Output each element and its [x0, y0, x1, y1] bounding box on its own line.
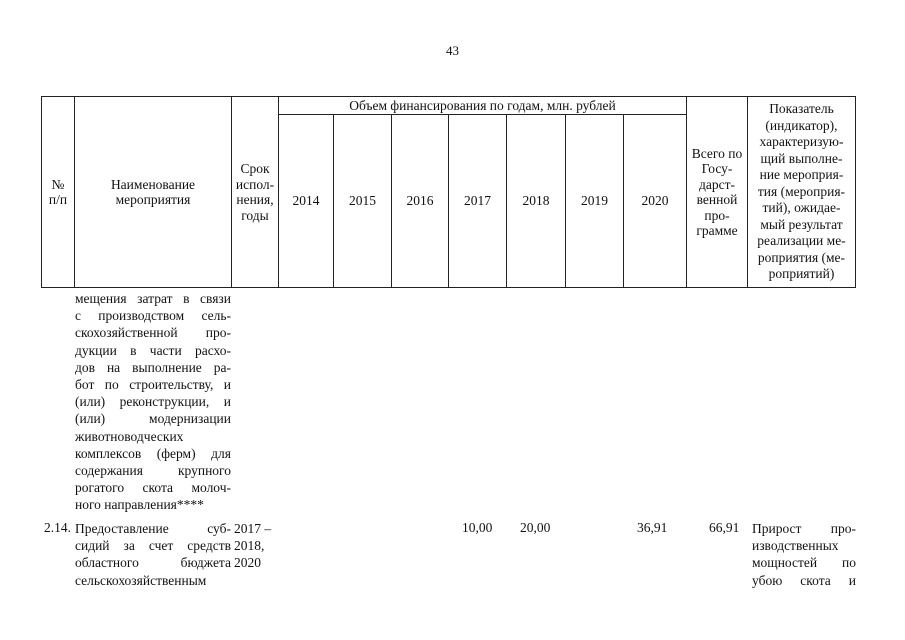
header-year-2018: 2018	[506, 114, 566, 288]
header-year-2016: 2016	[391, 114, 449, 288]
row-214-total: 66,91	[709, 520, 740, 535]
header-year-2019: 2019	[565, 114, 624, 288]
header-indicator: Показатель (индикатор), характеризую- щий выполне- ние мероприя- тия (мероприя- тий), ожидае- мый результат реализации ме- роприятия (ме- роприятий)	[747, 96, 856, 288]
row-214-value-2018: 20,00	[520, 520, 551, 535]
header-year-2020: 2020	[623, 114, 687, 288]
row-214-num: 2.14.	[44, 520, 71, 535]
continued-name-text: мещения затрат в связи с производством сель- скохозяйственной про- дукции в части расхо- дов на выполнение ра- бот по строительству, и (или) реконструкции, и (или) модернизации животноводческих комплексов (ферм) для содержания крупного рогатого скота молоч- ного направления****	[75, 291, 231, 513]
header-total: Всего по Госу- дарст- венной про- грамме	[686, 96, 748, 288]
header-year-2015: 2015	[333, 114, 392, 288]
header-funding-group: Объем финансирования по годам, млн. рублей	[278, 96, 687, 115]
row-214-name: Предоставление суб- сидий за счет средств областного бюджета сельскохозяйственным	[75, 521, 231, 588]
row-214-value-2017: 10,00	[462, 520, 493, 535]
row-214-value-2020: 36,91	[637, 520, 668, 535]
row-214-term: 2017 – 2018, 2020	[234, 521, 272, 571]
header-name: Наименование мероприятия	[74, 96, 232, 288]
row-214-indicator: Прирост про- изводственных мощностей по убою скота и	[752, 521, 856, 588]
header-term: Срок испол- нения, годы	[231, 96, 279, 288]
header-num: № п/п	[41, 96, 75, 288]
header-year-2017: 2017	[448, 114, 507, 288]
header-year-2014: 2014	[278, 114, 334, 288]
page-number: 43	[446, 43, 459, 58]
